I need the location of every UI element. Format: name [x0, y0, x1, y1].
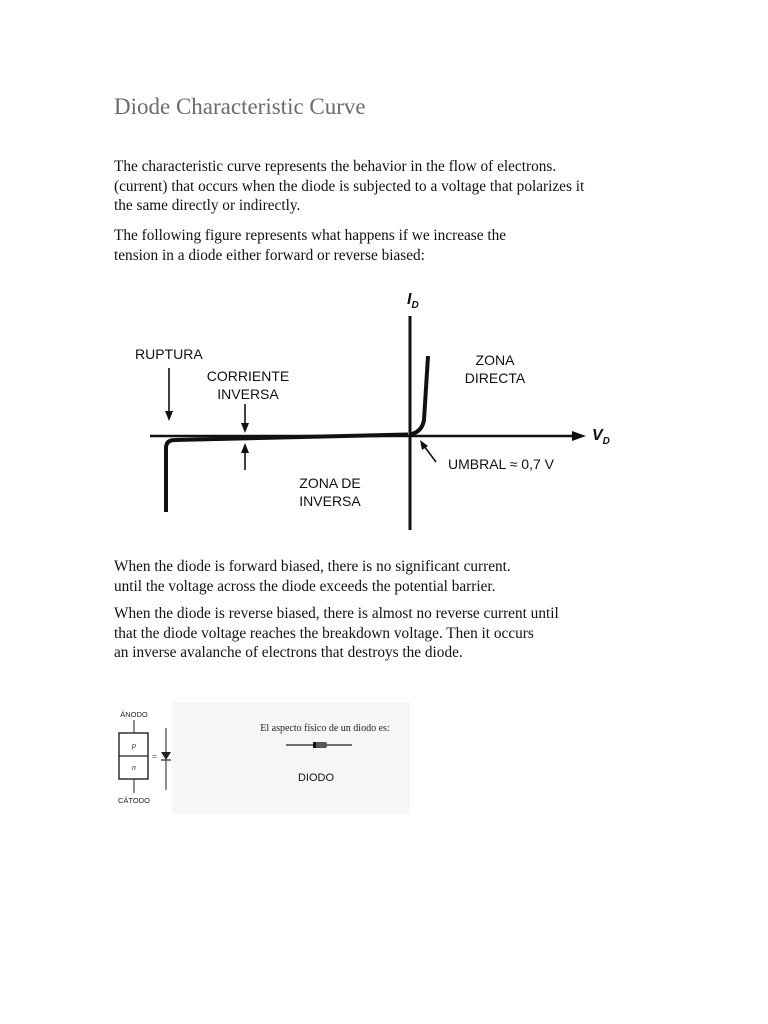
corriente-label-2: INVERSA	[217, 386, 279, 402]
diode-structure-figure	[118, 702, 410, 814]
paragraph-reverse-bias	[114, 604, 612, 663]
text-line: an inverse avalanche of electrons that destroys the diode.	[114, 644, 463, 661]
x-axis-arrowhead	[572, 431, 586, 441]
text-line: The following figure represents what happens if we increase the	[114, 227, 507, 244]
aspecto-caption: El aspecto físico de un diodo es:	[260, 723, 390, 734]
diode-symbol-icon	[161, 752, 171, 760]
zona-inversa-label-1: ZONA DE	[299, 475, 361, 491]
text-line: (current) that occurs when the diode is subjected to a voltage that polarizes it	[114, 177, 585, 195]
corriente-arrowhead-top	[241, 423, 249, 433]
text-line: tension in a diode either forward or reverse biased:	[114, 246, 425, 264]
ruptura-label: RUPTURA	[135, 346, 203, 362]
text-line: the same directly or indirectly.	[114, 197, 301, 214]
zona-directa-label-2: DIRECTA	[464, 370, 526, 386]
text-line: The characteristic curve represents the behavior in the flow of electrons.	[114, 158, 557, 175]
paragraph-forward-bias	[114, 557, 674, 596]
equals-sign: =	[152, 752, 158, 762]
zona-directa-label-1: ZONA	[475, 352, 515, 368]
catodo-label: CÁTODO	[118, 796, 150, 805]
umbral-arrow	[424, 446, 436, 462]
zona-inversa-label-2: INVERSA	[299, 493, 361, 509]
reverse-current-curve	[166, 435, 408, 513]
text-line: When the diode is reverse biased, there is almost no reverse current until	[114, 605, 559, 622]
umbral-label: UMBRAL ≈ 0,7 V	[448, 456, 554, 472]
text-line: that the diode voltage reaches the breakdown voltage. Then it occurs	[114, 624, 534, 642]
diodo-label: DIODO	[297, 772, 335, 784]
y-axis-label: $I_D$	[407, 291, 419, 311]
x-axis-label: $V_D$	[592, 427, 610, 447]
corriente-arrowhead-bottom	[241, 443, 249, 453]
p-region-label: p	[132, 743, 136, 750]
corriente-label-1: CORRIENTE	[206, 368, 290, 384]
diode-band	[313, 742, 316, 748]
faint-background	[172, 702, 410, 814]
anodo-label: ÁNODO	[120, 710, 148, 719]
forward-current-curve	[410, 356, 428, 435]
n-region-label: n	[132, 765, 136, 772]
ruptura-arrowhead	[165, 411, 173, 421]
text-line: until the voltage across the diode exceeds the potential barrier.	[114, 577, 496, 595]
text-line: When the diode is forward biased, there is no significant current.	[114, 558, 511, 575]
page-title: Diode Characteristic Curve	[114, 94, 366, 119]
